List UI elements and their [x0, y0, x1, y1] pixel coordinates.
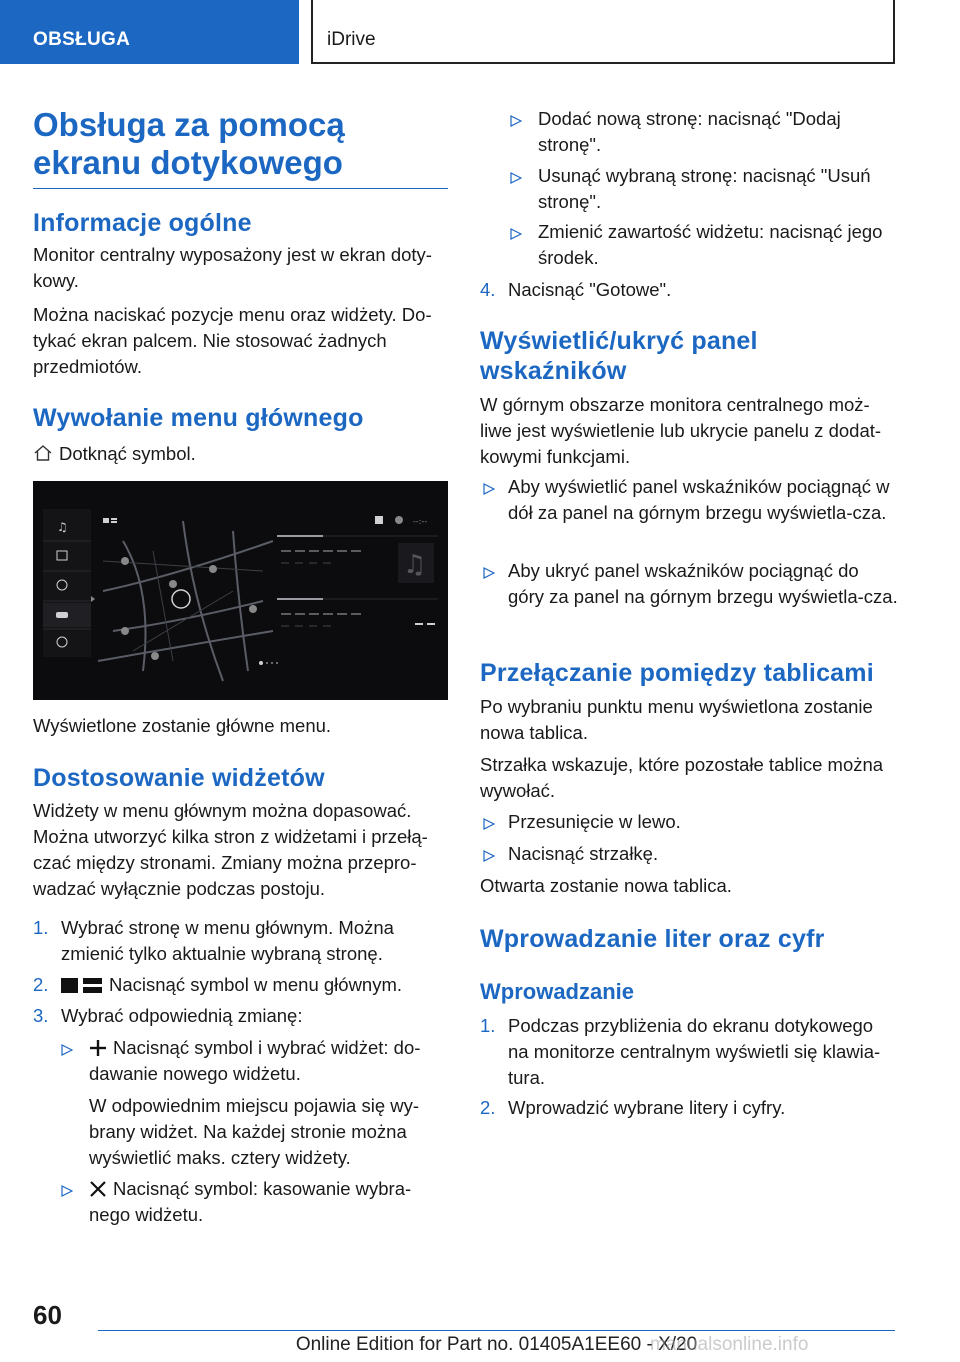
triangle-right-icon [510, 172, 522, 184]
sub-item-content [89, 1035, 448, 1087]
list-item-text: Nacisnąć strzałkę. [508, 843, 659, 864]
triangle-right-icon [61, 1185, 73, 1197]
heading-widgets: Dostosowanie widżetów [33, 764, 325, 792]
footer-edition: Online Edition for Part no. 01405A1EE60 - X/20 [295, 1334, 698, 1355]
paragraph-panel-intro: W górnym obszarze monitora centralnego moż‐liwe jest wyświetlenie lub ukrycie panelu z dodat‐kowymi funkcjami. [480, 394, 882, 467]
paragraph-general-1: Monitor centralny wyposażony jest w ekran doty‐kowy. [33, 244, 432, 291]
caption-main-menu: Wyświetlone zostanie główne menu. [33, 715, 332, 736]
footer-divider [98, 1330, 895, 1331]
cross-icon [89, 1180, 107, 1198]
step-number: 1. [33, 917, 49, 938]
triangle-right-icon [483, 850, 495, 862]
instruction-touch-symbol [33, 441, 448, 467]
sub-item-text: Zmienić zawartość widżetu: nacisnąć jego środek. [538, 221, 883, 268]
heading-input: Wprowadzanie liter oraz cyfr [480, 925, 825, 953]
list-item-text: Aby wyświetlić panel wskaźników pociągnąć w dół za panel na górnym brzegu wyświetla‐cza. [508, 476, 890, 523]
step-number: 4. [480, 279, 496, 300]
sub-item-text: Usunąć wybraną stronę: nacisnąć "Usuń stronę". [538, 165, 871, 212]
step-number: 3. [33, 1005, 49, 1026]
heading-general-info: Informacje ogólne [33, 209, 252, 237]
svg-text:--:--: --:-- [413, 517, 428, 526]
step-text: Nacisnąć "Gotowe". [508, 279, 672, 300]
step-text: Wybrać odpowiednią zmianę: [61, 1005, 303, 1026]
paragraph-boards-1: Po wybraniu punktu menu wyświetlona zostanie nowa tablica. [480, 696, 873, 743]
heading-boards: Przełączanie pomiędzy tablicami [480, 659, 874, 687]
sub-item-text: Nacisnąć symbol i wybrać widżet: do‐dawanie nowego widżetu. [89, 1037, 421, 1084]
paragraph-boards-2: Strzałka wskazuje, które pozostałe tablice można wywołać. [480, 754, 884, 801]
paragraph-general-2: Można naciskać pozycje menu oraz widżety. Do‐tykać ekran palcem. Nie stosować żadnych przedmiotów. [33, 304, 432, 377]
triangle-right-icon [61, 1044, 73, 1056]
step-number: 1. [480, 1015, 496, 1036]
heading-main-menu: Wywołanie menu głównego [33, 404, 364, 432]
step-number: 2. [480, 1097, 496, 1118]
subheading-input: Wprowadzanie [480, 979, 635, 1004]
triangle-right-icon [510, 115, 522, 127]
watermark: manualsonline.info [650, 1334, 809, 1355]
sub-item-text: W odpowiednim miejscu pojawia się wy‐brany widżet. Na każdej stronie można wyświetlić maks. cztery widżety. [89, 1095, 420, 1168]
header-section-tab: OBSŁUGA [0, 0, 299, 64]
step-content [61, 972, 448, 998]
step-text: Nacisnąć symbol w menu głównym. [109, 974, 403, 995]
paragraph-boards-result: Otwarta zostanie nowa tablica. [480, 875, 732, 896]
music-note-icon: ♫ [403, 550, 427, 580]
page-title: Obsługa za pomocą ekranu dotykowego [33, 106, 448, 189]
step-text: Podczas przybliżenia do ekranu dotykowego na monitorze centralnym wyświetli się klawia‐tura. [508, 1015, 881, 1088]
triangle-right-icon [483, 818, 495, 830]
home-icon [33, 443, 53, 463]
car-icon [56, 612, 68, 618]
step-text: Wybrać stronę w menu głównym. Można zmienić tylko aktualnie wybraną stronę. [61, 917, 394, 964]
list-item-text: Aby ukryć panel wskaźników pociągnąć do góry za panel na górnym brzegu wyświetla‐cza. [508, 560, 898, 607]
triangle-right-icon [483, 483, 495, 495]
step-text: Wprowadzić wybrane litery i cyfry. [508, 1097, 786, 1118]
sub-item-text: Nacisnąć symbol: kasowanie wybra‐nego widżetu. [89, 1178, 412, 1225]
sub-item-note [89, 1093, 448, 1171]
paragraph-widgets-intro: Widżety w menu głównym można dopasować. Można utworzyć kilka stron z widżetami i przełą‐czać między stronami. Zmiany można przepro‐wadzać wyłącznie podczas postoju. [33, 800, 428, 899]
triangle-right-icon [510, 228, 522, 240]
list-item-text: Przesunięcie w lewo. [508, 811, 681, 832]
widget-layout-icon [61, 976, 103, 994]
instruction-text: Dotknąć symbol. [59, 443, 196, 464]
sub-item-text: Dodać nową stronę: nacisnąć "Dodaj stronę". [538, 108, 841, 155]
step-number: 2. [33, 974, 49, 995]
sub-item-content [89, 1176, 448, 1228]
idrive-screen-image [33, 481, 448, 700]
heading-panel: Wyświetlić/ukryć panel wskaźników [480, 327, 758, 385]
idrive-screen-drawing [33, 481, 448, 700]
triangle-right-icon [483, 567, 495, 579]
page-number: 60 [33, 1300, 62, 1330]
music-icon: ♫ [57, 520, 68, 534]
header-chapter-tab: iDrive [311, 0, 895, 64]
plus-icon [89, 1039, 107, 1057]
